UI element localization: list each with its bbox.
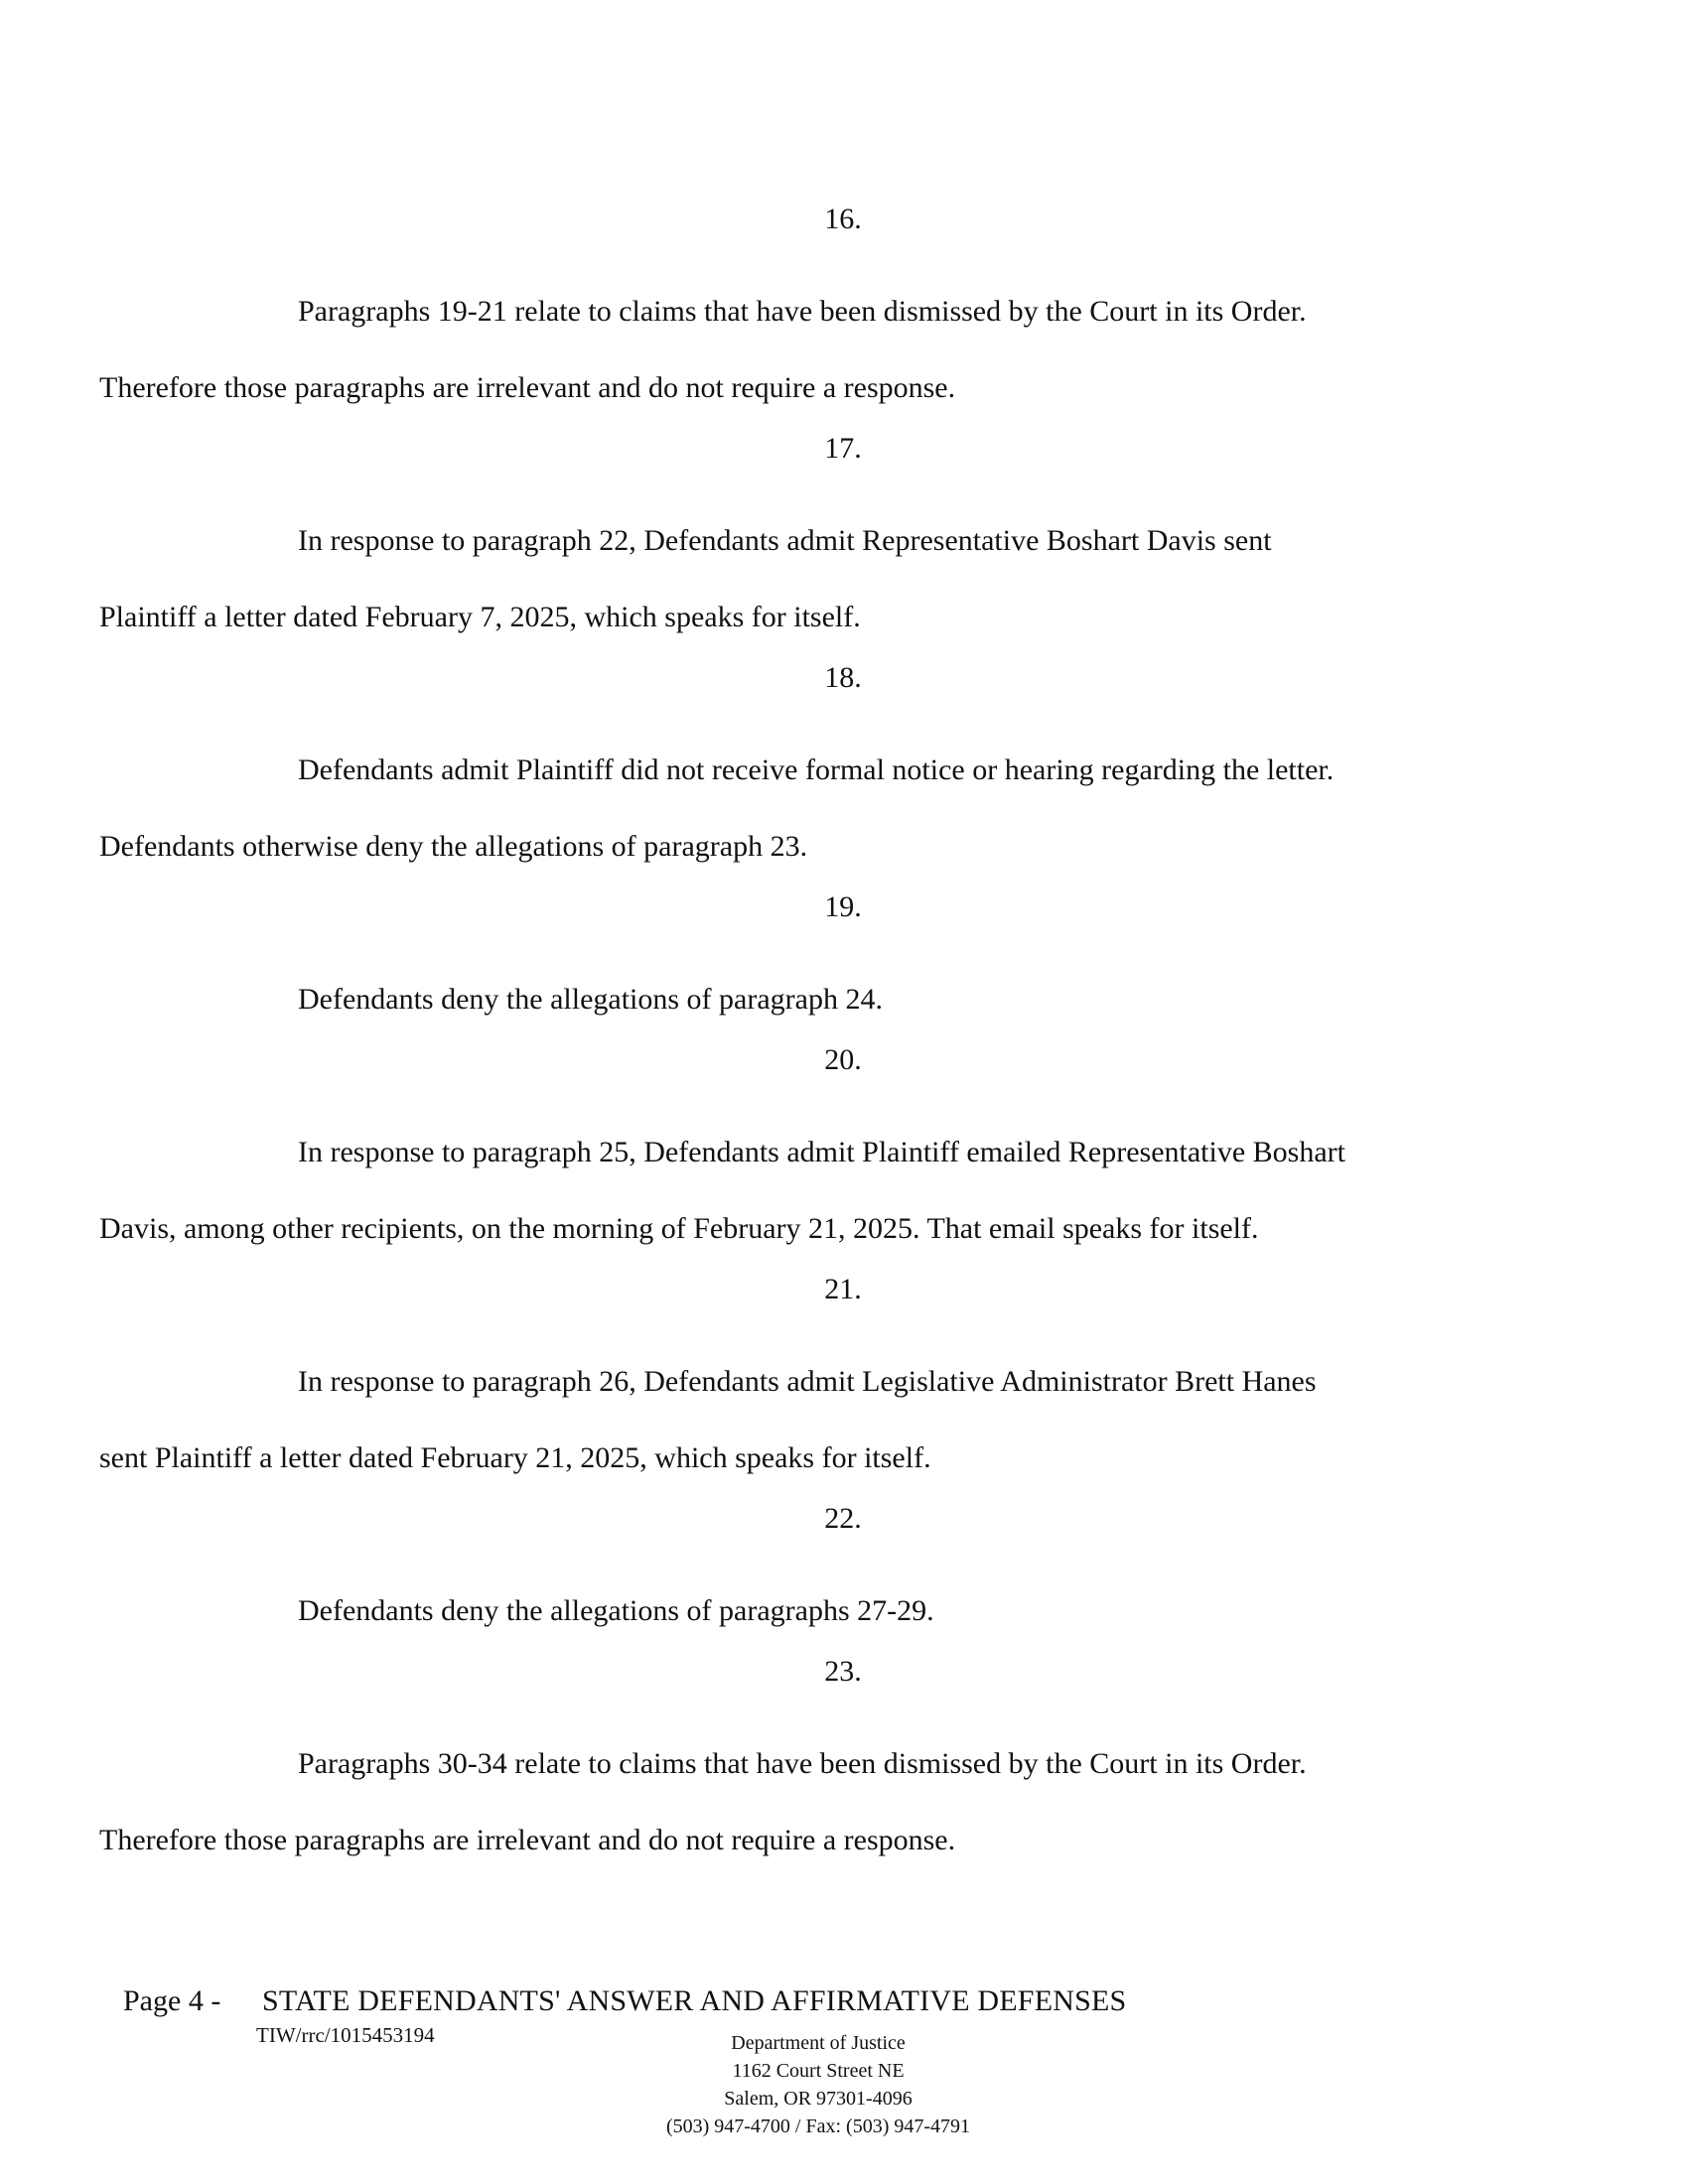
address-street: 1162 Court Street NE [732, 2060, 905, 2082]
section-21 [99, 1267, 1489, 1496]
paragraph-number: 21. [824, 1273, 862, 1305]
paragraph-line: Defendants deny the allegations of paragraphs 27-29. [298, 1594, 934, 1627]
paragraph-text [99, 1343, 1489, 1496]
paragraph-line: Paragraphs 19-21 relate to claims that have been dismissed by the Court in its Order. [298, 295, 1307, 328]
section-16 [99, 197, 1489, 426]
address-city: Salem, OR 97301-4096 [724, 2088, 913, 2110]
paragraph-line: Therefore those paragraphs are irrelevant and do not require a response. [99, 371, 956, 404]
paragraph-text [199, 961, 1489, 1037]
paragraph-line: Defendants deny the allegations of paragraph 24. [298, 983, 883, 1016]
office-address [639, 2029, 997, 2140]
section-17 [99, 426, 1489, 655]
paragraph-line: In response to paragraph 26, Defendants admit Legislative Administrator Brett Hanes [298, 1365, 1317, 1398]
paragraph-line: Davis, among other recipients, on the morning of February 21, 2025. That email speaks for itself. [99, 1212, 1259, 1245]
paragraph-line: Defendants otherwise deny the allegations of paragraph 23. [99, 830, 808, 863]
paragraph-text [99, 273, 1489, 426]
paragraph-line: Paragraphs 30-34 relate to claims that have been dismissed by the Court in its Order. [298, 1747, 1307, 1780]
paragraph-number: 23. [824, 1655, 862, 1688]
section-20 [99, 1037, 1489, 1267]
section-19 [199, 885, 1489, 1037]
section-23 [99, 1649, 1489, 1878]
paragraph-line: In response to paragraph 25, Defendants admit Plaintiff emailed Representative Boshart [298, 1136, 1345, 1168]
paragraph-text [99, 1114, 1489, 1267]
paragraph-text [99, 732, 1489, 885]
paragraph-text [199, 1572, 1489, 1649]
address-org: Department of Justice [731, 2032, 906, 2054]
paragraph-line: sent Plaintiff a letter dated February 21, 2025, which speaks for itself. [99, 1441, 931, 1474]
document-code: TIW/rrc/1015453194 [256, 2023, 435, 2047]
paragraph-number: 16. [824, 203, 862, 235]
document-body [99, 197, 1489, 1878]
paragraph-text [99, 1725, 1489, 1878]
document-title: STATE DEFENDANTS' ANSWER AND AFFIRMATIVE DEFENSES [262, 1984, 1127, 2017]
paragraph-line: Plaintiff a letter dated February 7, 2025, which speaks for itself. [99, 601, 861, 633]
paragraph-line: Defendants admit Plaintiff did not receive formal notice or hearing regarding the letter. [298, 753, 1335, 786]
section-22 [199, 1496, 1489, 1649]
address-phone: (503) 947-4700 / Fax: (503) 947-4791 [665, 2116, 971, 2137]
paragraph-line: Therefore those paragraphs are irrelevant and do not require a response. [99, 1824, 956, 1856]
paragraph-number: 20. [824, 1043, 862, 1076]
page-number-label: Page 4 - [123, 1984, 221, 2017]
paragraph-number: 19. [824, 890, 862, 923]
paragraph-number: 22. [824, 1502, 862, 1535]
page-footer [123, 1983, 1513, 2137]
paragraph-line: In response to paragraph 22, Defendants admit Representative Boshart Davis sent [298, 524, 1272, 557]
paragraph-number: 18. [824, 661, 862, 694]
section-18 [99, 655, 1489, 885]
footer-title-row [123, 1983, 1513, 2019]
paragraph-number: 17. [824, 432, 862, 465]
paragraph-text [99, 502, 1489, 655]
